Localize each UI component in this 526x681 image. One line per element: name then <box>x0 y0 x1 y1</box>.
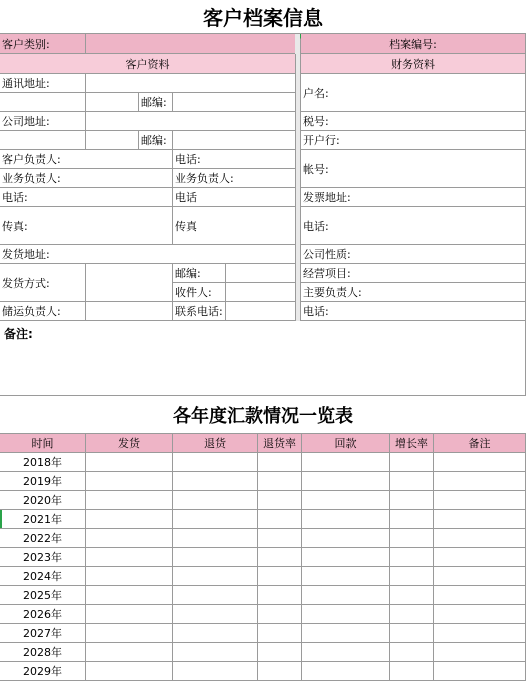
bank-label: 开户行: <box>301 131 526 150</box>
table-cell[interactable] <box>258 643 302 662</box>
table-cell[interactable] <box>390 529 434 548</box>
table-cell[interactable] <box>86 624 173 643</box>
year-cell: 2020年 <box>0 491 86 510</box>
table-cell[interactable] <box>258 567 302 586</box>
phone-label-2: 电话 <box>173 188 296 207</box>
page-title: 客户档案信息 <box>0 0 526 34</box>
table-cell[interactable] <box>86 453 173 472</box>
table-cell[interactable] <box>434 529 526 548</box>
table-cell[interactable] <box>86 491 173 510</box>
table-cell[interactable] <box>173 548 258 567</box>
table-cell[interactable] <box>173 453 258 472</box>
table-cell[interactable] <box>86 586 173 605</box>
table-cell[interactable] <box>390 472 434 491</box>
mail-address-value[interactable] <box>86 74 296 93</box>
customer-type-label: 客户类别: <box>0 34 86 54</box>
table-cell[interactable] <box>302 548 390 567</box>
mail-address-extra-2[interactable] <box>86 93 139 112</box>
contact-phone-label: 联系电话: <box>173 302 226 321</box>
company-nature-label: 公司性质: <box>301 245 526 264</box>
table-cell[interactable] <box>173 491 258 510</box>
recipient-label: 收件人: <box>173 283 226 302</box>
column-header: 退货 <box>173 434 258 453</box>
table-cell[interactable] <box>434 586 526 605</box>
fax-label-2: 传真 <box>173 207 296 245</box>
table-cell[interactable] <box>302 643 390 662</box>
storage-manager-value[interactable] <box>86 302 173 321</box>
table-cell[interactable] <box>434 510 526 529</box>
column-header: 时间 <box>0 434 86 453</box>
invoice-address-label: 发票地址: <box>301 188 526 207</box>
table-cell[interactable] <box>258 662 302 681</box>
table-cell[interactable] <box>390 624 434 643</box>
table-cell[interactable] <box>86 567 173 586</box>
business-manager-label-2: 业务负责人: <box>173 169 296 188</box>
table-cell[interactable] <box>302 529 390 548</box>
table-cell[interactable] <box>434 548 526 567</box>
table-cell[interactable] <box>86 548 173 567</box>
column-header: 回款 <box>302 434 390 453</box>
fax-label: 传真: <box>0 207 173 245</box>
mail-address-extra[interactable] <box>0 93 86 112</box>
table-cell[interactable] <box>258 491 302 510</box>
column-header: 退货率 <box>258 434 302 453</box>
year-cell: 2029年 <box>0 662 86 681</box>
table-cell[interactable] <box>173 529 258 548</box>
table-cell[interactable] <box>258 586 302 605</box>
table-cell[interactable] <box>86 529 173 548</box>
year-cell: 2027年 <box>0 624 86 643</box>
table-cell[interactable] <box>173 510 258 529</box>
shipping-postcode-value[interactable] <box>226 264 296 283</box>
company-address-extra[interactable] <box>0 131 86 150</box>
shipping-address-label: 发货地址: <box>0 245 296 264</box>
table-cell[interactable] <box>390 586 434 605</box>
postcode-value[interactable] <box>173 131 296 150</box>
contact-phone-value[interactable] <box>226 302 296 321</box>
table-cell[interactable] <box>258 453 302 472</box>
table-cell[interactable] <box>302 624 390 643</box>
account-number-label: 帐号: <box>301 150 526 188</box>
table-cell[interactable] <box>258 510 302 529</box>
company-address-extra-2[interactable] <box>86 131 139 150</box>
table-cell[interactable] <box>173 472 258 491</box>
table-cell[interactable] <box>258 529 302 548</box>
table-cell[interactable] <box>390 643 434 662</box>
finance-phone-label: 电话: <box>301 207 526 245</box>
table-cell[interactable] <box>434 605 526 624</box>
business-scope-label: 经营项目: <box>301 264 526 283</box>
table-cell[interactable] <box>302 586 390 605</box>
table-cell[interactable] <box>173 605 258 624</box>
table-cell[interactable] <box>258 605 302 624</box>
table-cell[interactable] <box>302 472 390 491</box>
table-cell[interactable] <box>173 567 258 586</box>
year-cell: 2025年 <box>0 586 86 605</box>
remarks-label: 备注: <box>4 327 33 341</box>
column-header: 增长率 <box>390 434 434 453</box>
table-cell[interactable] <box>86 662 173 681</box>
column-header: 发货 <box>86 434 173 453</box>
table-cell[interactable] <box>86 472 173 491</box>
year-cell: 2021年 <box>0 510 86 529</box>
table-cell[interactable] <box>302 491 390 510</box>
table-cell[interactable] <box>434 624 526 643</box>
file-number-label: 档案编号: <box>301 34 526 54</box>
table-cell[interactable] <box>302 662 390 681</box>
table-cell[interactable] <box>86 643 173 662</box>
cell-selection-marker <box>0 510 2 528</box>
table-cell[interactable] <box>86 605 173 624</box>
table-cell[interactable] <box>434 491 526 510</box>
table-cell[interactable] <box>86 510 173 529</box>
postcode-label: 邮编: <box>139 93 173 112</box>
year-cell: 2019年 <box>0 472 86 491</box>
recipient-value[interactable] <box>226 283 296 302</box>
customer-manager-label: 客户负责人: <box>0 150 173 169</box>
table-cell[interactable] <box>390 491 434 510</box>
table-cell[interactable] <box>434 567 526 586</box>
table-cell[interactable] <box>258 548 302 567</box>
table-cell[interactable] <box>390 510 434 529</box>
year-cell: 2022年 <box>0 529 86 548</box>
table-cell[interactable] <box>173 662 258 681</box>
table-cell[interactable] <box>258 472 302 491</box>
table-cell[interactable] <box>390 605 434 624</box>
shipping-postcode-label: 邮编: <box>173 264 226 283</box>
table-cell[interactable] <box>302 567 390 586</box>
finance-phone-label-2: 电话: <box>301 302 526 321</box>
account-name-label: 户名: <box>301 74 526 112</box>
table-cell[interactable] <box>173 643 258 662</box>
annual-table-title: 各年度汇款情况一览表 <box>0 396 526 434</box>
finance-info-section-title: 财务资料 <box>301 54 526 74</box>
phone-label: 电话: <box>0 188 173 207</box>
storage-manager-label: 储运负责人: <box>0 302 86 321</box>
table-cell[interactable] <box>390 662 434 681</box>
column-header: 备注 <box>434 434 526 453</box>
table-cell[interactable] <box>434 643 526 662</box>
table-cell[interactable] <box>258 624 302 643</box>
mail-address-label: 通讯地址: <box>0 74 86 93</box>
table-cell[interactable] <box>434 472 526 491</box>
customer-manager-phone-label: 电话: <box>173 150 296 169</box>
customer-info-section-title: 客户资料 <box>0 54 296 74</box>
postcode-label: 邮编: <box>139 131 173 150</box>
company-address-value[interactable] <box>86 112 296 131</box>
year-cell: 2026年 <box>0 605 86 624</box>
main-manager-label: 主要负责人: <box>301 283 526 302</box>
customer-type-value[interactable] <box>86 34 296 54</box>
table-cell[interactable] <box>302 453 390 472</box>
remarks-area[interactable] <box>0 321 526 396</box>
year-cell: 2024年 <box>0 567 86 586</box>
postcode-value[interactable] <box>173 93 296 112</box>
table-cell[interactable] <box>434 662 526 681</box>
table-cell[interactable] <box>390 567 434 586</box>
table-cell[interactable] <box>390 453 434 472</box>
company-address-label: 公司地址: <box>0 112 86 131</box>
table-cell[interactable] <box>302 605 390 624</box>
year-cell: 2028年 <box>0 643 86 662</box>
table-cell[interactable] <box>173 624 258 643</box>
table-cell[interactable] <box>173 586 258 605</box>
year-cell: 2018年 <box>0 453 86 472</box>
table-cell[interactable] <box>390 548 434 567</box>
year-cell: 2023年 <box>0 548 86 567</box>
business-manager-label: 业务负责人: <box>0 169 173 188</box>
tax-id-label: 税号: <box>301 112 526 131</box>
shipping-method-label: 发货方式: <box>0 264 86 302</box>
shipping-method-value[interactable] <box>86 264 173 302</box>
table-cell[interactable] <box>434 453 526 472</box>
table-cell[interactable] <box>302 510 390 529</box>
